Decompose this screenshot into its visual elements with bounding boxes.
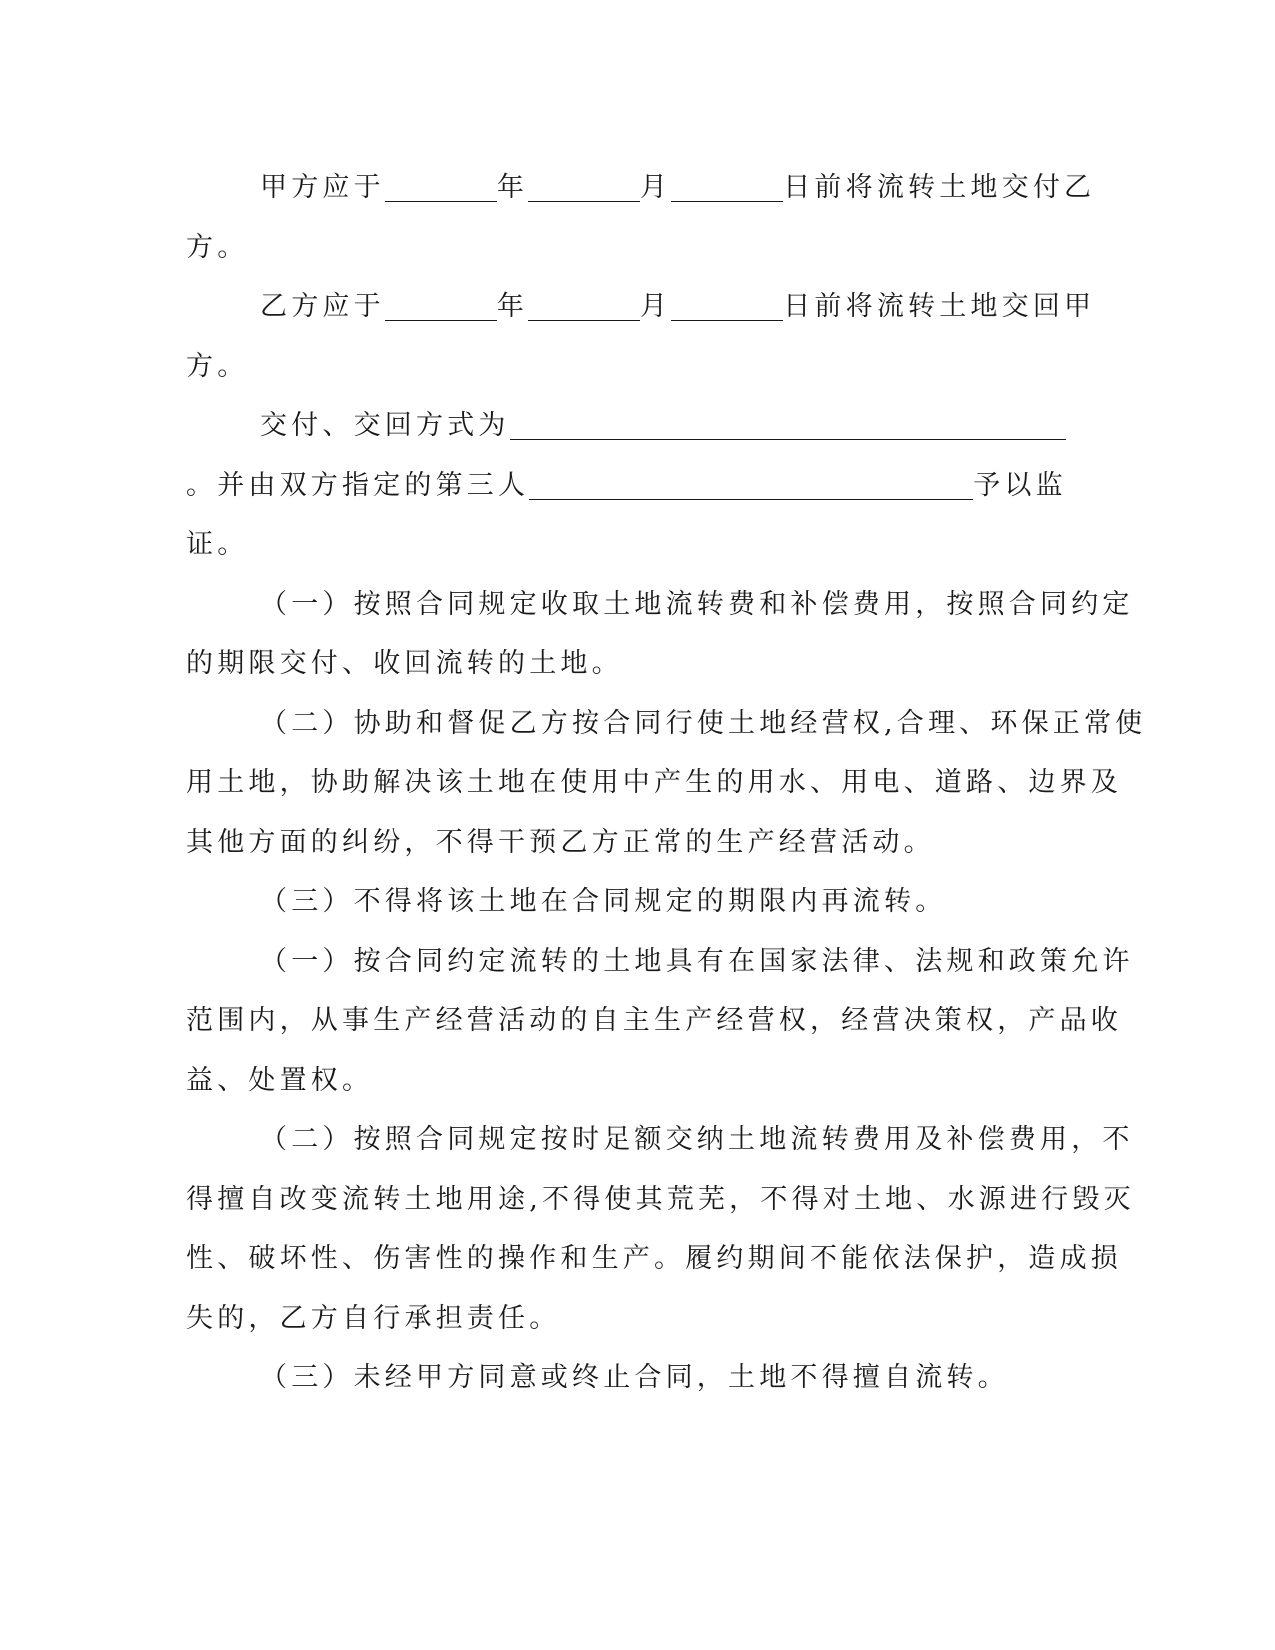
paragraph-party-b-right-2 <box>186 1110 1135 1348</box>
text-run: 交付、交回方式为 <box>260 410 510 441</box>
text-line: 失的，乙方自行承担责任。 <box>186 1302 561 1334</box>
paragraph-party-a-right-1 <box>186 575 1134 694</box>
text-run: 年 <box>496 172 529 203</box>
text-line: （二）按照合同规定按时足额交纳土地流转费用及补偿费用，不 <box>260 1124 1134 1155</box>
text-line: 证。 <box>186 529 249 560</box>
document-body <box>186 158 1147 1408</box>
blank-day <box>671 167 783 202</box>
text-line: （三）未经甲方同意或终止合同，土地不得擅自流转。 <box>260 1362 1009 1393</box>
text-run: 月 <box>640 291 672 322</box>
blank-method <box>510 405 1066 440</box>
text-line: （一）按合同约定流转的土地具有在国家法律、法规和政策允许 <box>260 945 1134 977</box>
text-line: 得擅自改变流转土地用途,不得使其荒芜，不得对土地、水源进行毁灭 <box>186 1183 1135 1215</box>
blank-third-party <box>529 465 973 500</box>
blank-day <box>671 286 783 321</box>
paragraph-party-a-right-3 <box>186 872 1066 932</box>
text-run: 乙方应于 <box>260 291 385 322</box>
text-run: 予以监 <box>973 469 1067 501</box>
text-line: 益、处置权。 <box>186 1064 374 1096</box>
text-line: 其他方面的纠纷，不得干预乙方正常的生产经营活动。 <box>186 826 935 858</box>
text-run: 月 <box>640 172 672 203</box>
text-run: 日前将流转土地交回甲 <box>783 291 1096 322</box>
paragraph-return-date <box>186 277 1096 396</box>
text-line: 方。 <box>186 350 249 382</box>
text-line: （二）协助和督促乙方按合同行使土地经营权,合理、环保正常使 <box>260 707 1147 739</box>
blank-year <box>385 286 497 321</box>
text-run: 日前将流转土地交付乙 <box>783 172 1096 203</box>
paragraph-delivery-date <box>186 158 1096 277</box>
text-line: （三）不得将该土地在合同规定的期限内再流转。 <box>260 886 947 917</box>
text-run: 。并由双方指定的第三人 <box>186 469 530 501</box>
text-line: 性、破坏性、伤害性的操作和生产。履约期间不能依法保护，造成损 <box>186 1243 1122 1274</box>
text-line: 方。 <box>186 231 249 263</box>
paragraph-party-a-right-2 <box>186 694 1147 873</box>
paragraph-party-b-right-3 <box>186 1348 1066 1408</box>
paragraph-delivery-method <box>186 396 1066 575</box>
text-run: 甲方应于 <box>260 172 385 203</box>
blank-year <box>385 167 497 202</box>
text-line: 的期限交付、收回流转的土地。 <box>186 648 623 679</box>
text-line: （一）按照合同规定收取土地流转费和补偿费用，按照合同约定 <box>260 588 1134 620</box>
text-line: 用土地，协助解决该土地在使用中产生的用水、用电、道路、边界及 <box>186 767 1122 798</box>
text-line: 范围内，从事生产经营活动的自主生产经营权，经营决策权，产品收 <box>186 1005 1122 1036</box>
blank-month <box>528 167 640 202</box>
text-run: 年 <box>496 291 529 322</box>
paragraph-party-b-right-1 <box>186 932 1134 1111</box>
blank-month <box>528 286 640 321</box>
